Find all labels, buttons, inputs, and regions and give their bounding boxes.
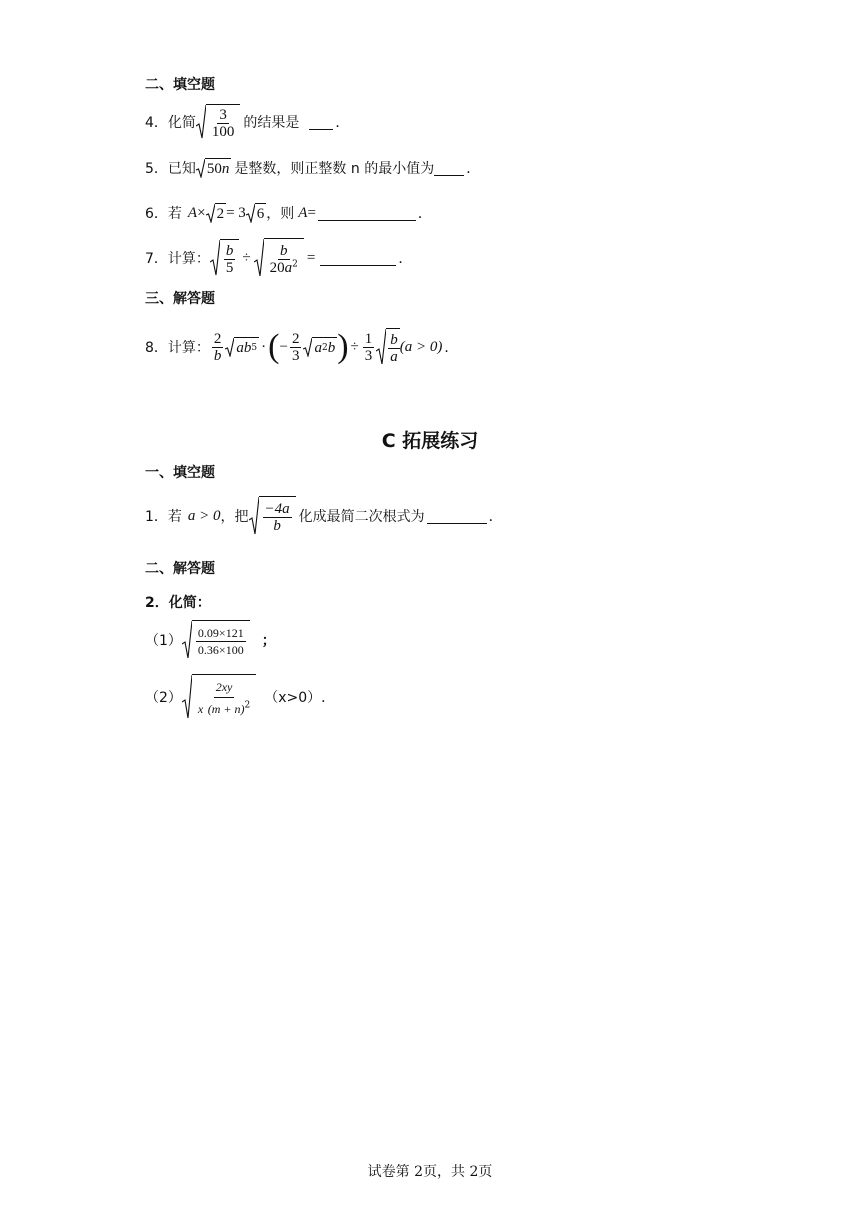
section-title: C 拓展练习 xyxy=(381,430,479,452)
question-5: 5． 已知 50 n 是整数，则正整数 n 的最小值为 ． xyxy=(145,156,480,180)
page-footer: 试卷第 2页，共 2页 xyxy=(367,1164,493,1180)
answer-blank[interactable] xyxy=(427,509,487,524)
section-heading-fill: 二、填空题 xyxy=(145,77,215,93)
question-6: 6． 若 A × 2 = 3 6 ，则 A = ． xyxy=(145,204,432,222)
question-c2: 2． 化简： xyxy=(145,592,211,612)
section-heading-answer: 三、解答题 xyxy=(145,291,215,307)
sqrt-expression: $\frac{-4a}{b}$ xyxy=(249,496,296,536)
section-heading-fill: 一、填空题 xyxy=(145,465,215,481)
question-8: 8． 计算： $\frac{2}{b}$ ab 5 · ( − $\frac{2}{3}$ a 2 b ) ÷ $\frac{1}{3}$ $\frac{b}{a}$ (a > 0) ． xyxy=(145,328,459,365)
sqrt-expression: 50 n xyxy=(196,158,232,178)
sqrt-expression: 6 xyxy=(246,203,267,223)
sqrt-expression: $\frac{0.09\times 121}{0.36\times 100}$ xyxy=(182,620,250,660)
answer-blank[interactable] xyxy=(318,206,416,221)
question-number: 7． xyxy=(145,251,168,267)
question-number: 1． xyxy=(145,509,168,525)
answer-blank[interactable] xyxy=(320,251,396,266)
section-heading-answer: 二、解答题 xyxy=(145,561,215,577)
sqrt-expression: 2 xyxy=(206,203,227,223)
question-c2-part-2: （2） $\frac{2xy}{x (m + n)^2}$ （x>0） ． xyxy=(145,673,335,721)
answer-blank[interactable] xyxy=(434,161,464,176)
sqrt-expression: a 2 b xyxy=(303,337,337,357)
question-number: 2． xyxy=(145,595,169,611)
sqrt-expression: $\frac{3}{100}$ xyxy=(196,104,241,140)
question-number: 5． xyxy=(145,161,168,177)
question-c2-part-1: （1） $\frac{0.09\times 121}{0.36\times 100}$ ； xyxy=(145,619,276,661)
question-c1: 1． 若 a > 0 ，把 $\frac{-4a}{b}$ 化成最简二次根式为 ． xyxy=(145,495,503,537)
question-number: 4． xyxy=(145,115,168,131)
sqrt-expression: $\frac{2xy}{x (m + n)^2}$ xyxy=(182,674,256,720)
sqrt-expression: $\frac{b}{a}$ xyxy=(376,328,400,366)
question-7: 7． 计算： $\frac{b}{5}$ ÷ $\frac{b}{20a^2}$ = ． xyxy=(145,237,412,279)
question-number: 8． xyxy=(145,340,168,356)
sqrt-expression: $\frac{b}{5}$ xyxy=(210,239,240,277)
question-number: 6． xyxy=(145,206,168,222)
sqrt-expression: $\frac{b}{20a^2}$ xyxy=(254,238,304,278)
sqrt-expression: ab 5 xyxy=(225,337,259,357)
answer-blank[interactable] xyxy=(309,115,333,130)
question-4: 4． 化简 $\frac{3}{100}$ 的结果是 ． xyxy=(145,104,349,140)
